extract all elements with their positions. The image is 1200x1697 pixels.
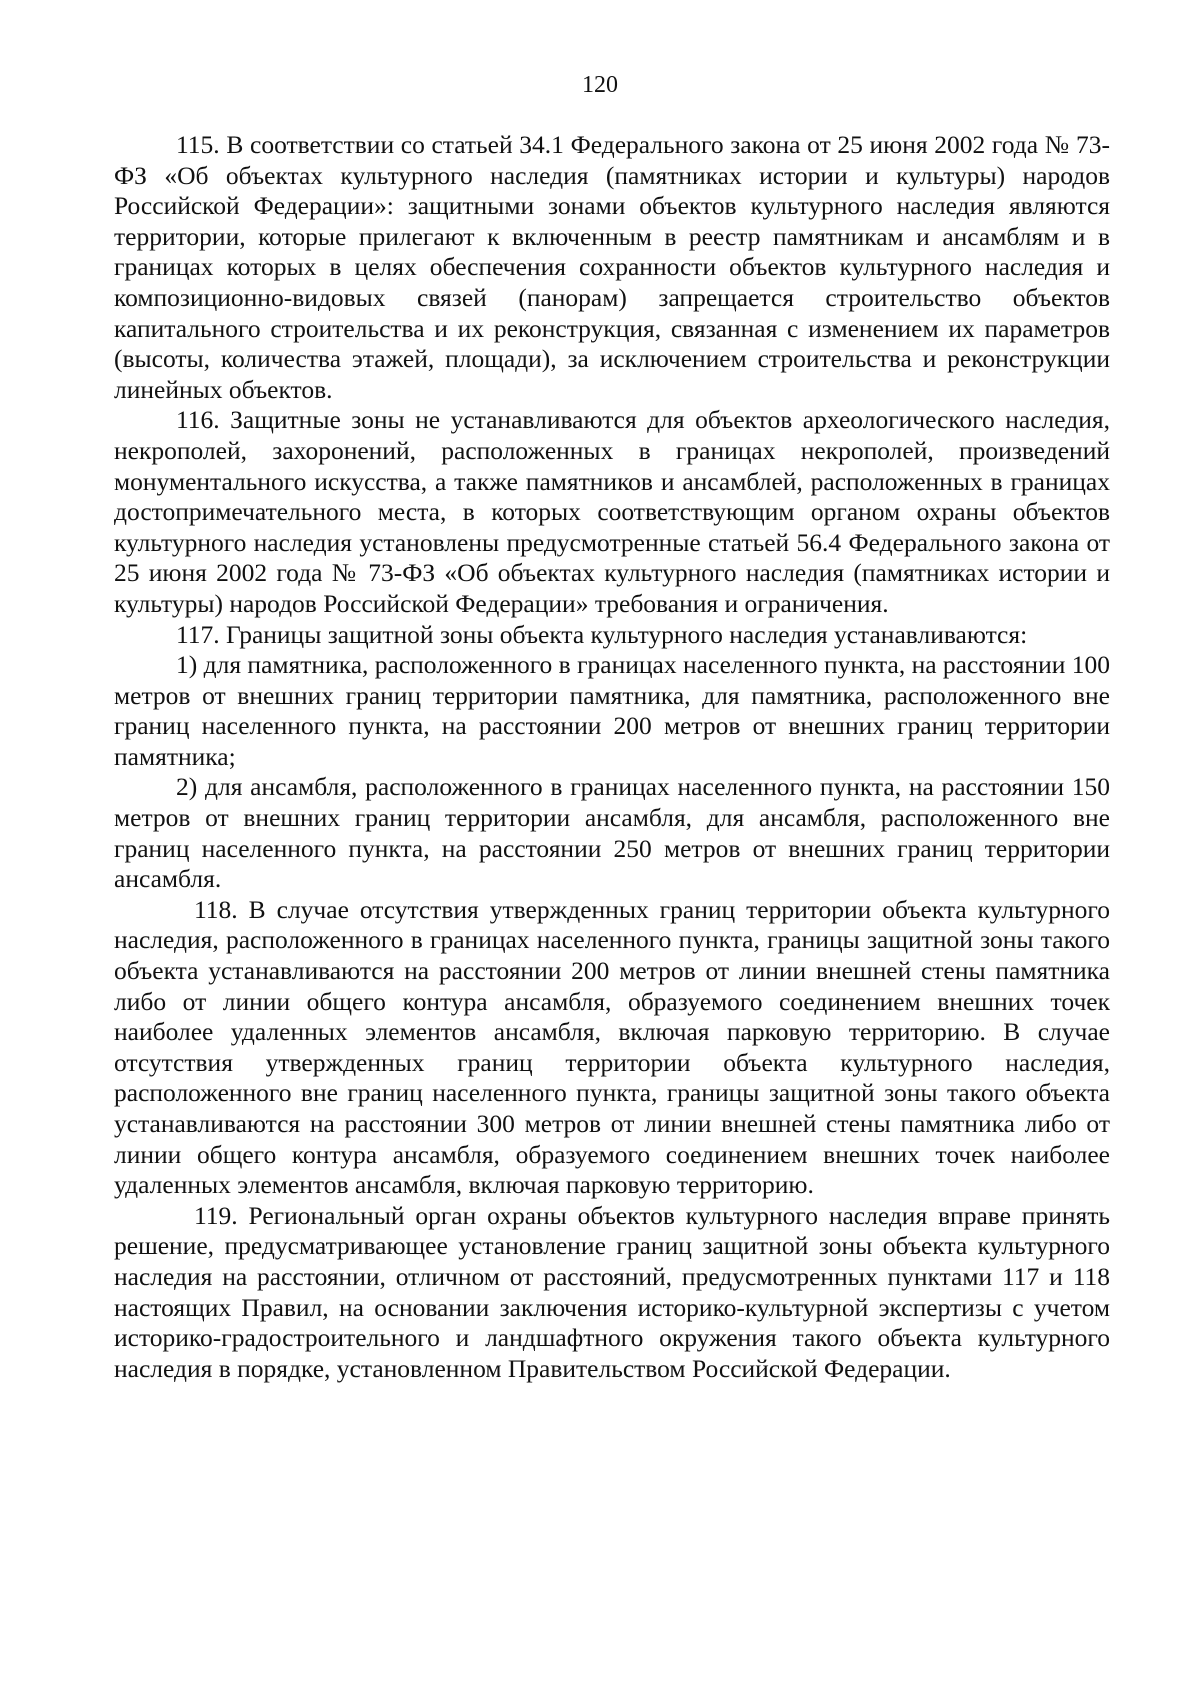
paragraph-116: 116. Защитные зоны не устанавливаются для объектов археологического наследия, некрополей, захоронений, расположенных в границах некрополей, произведений монументального искусства, а также памятников и ансамблей, расположенных в границах достопримечательного места, в которых соответствующим органом охраны объектов культурного наследия установлены предусмотренные статьей 56.4 Федерального закона от 25 июня 2002 года № 73-ФЗ «Об объектах культурного наследия (памятниках истории и культуры) народов Российской Федерации» требования и ограничения. <box>114 405 1110 618</box>
paragraph-118: 118. В случае отсутствия утвержденных границ территории объекта культурного наследия, расположенного в границах населенного пункта, границы защитной зоны такого объекта устанавливаются на расстоянии 200 метров от линии внешней стены памятника либо от линии общего контура ансамбля, образуемого соединением внешних точек наиболее удаленных элементов ансамбля, включая парковую территорию. В случае отсутствия утвержденных границ территории объекта культурного наследия, расположенного вне границ населенного пункта, границы защитной зоны такого объекта устанавливаются на расстоянии 300 метров от линии внешней стены памятника либо от линии общего контура ансамбля, образуемого соединением внешних точек наиболее удаленных элементов ансамбля, включая парковую территорию. <box>114 894 1110 1200</box>
paragraph-117-item-2: 2) для ансамбля, расположенного в границах населенного пункта, на расстоянии 150 метров от внешних границ территории ансамбля, для ансамбля, расположенного вне границ населенного пункта, на расстоянии 250 метров от внешних границ территории ансамбля. <box>114 772 1110 894</box>
page-number: 120 <box>582 72 618 98</box>
paragraph-115: 115. В соответствии со статьей 34.1 Федерального закона от 25 июня 2002 года № 73-ФЗ «Об объектах культурного наследия (памятниках истории и культуры) народов Российской Федерации»: защитными зонами объектов культурного наследия являются территории, которые прилегают к включенным в реестр памятникам и ансамблям и в границах которых в целях обеспечения сохранности объектов культурного наследия и композиционно-видовых связей (панорам) запрещается строительство объектов капитального строительства и их реконструкция, связанная с изменением их параметров (высоты, количества этажей, площади), за исключением строительства и реконструкции линейных объектов. <box>114 130 1110 404</box>
document-body <box>114 130 1110 1384</box>
paragraph-117: 117. Границы защитной зоны объекта культурного наследия устанавливаются: <box>176 619 1028 649</box>
paragraph-117-item-1: 1) для памятника, расположенного в границах населенного пункта, на расстоянии 100 метров от внешних границ территории памятника, для памятника, расположенного вне границ населенного пункта, на расстоянии 200 метров от внешних границ территории памятника; <box>114 650 1110 771</box>
paragraph-119: 119. Региональный орган охраны объектов культурного наследия вправе принять решение, предусматривающее установление границ защитной зоны объекта культурного наследия на расстоянии, отличном от расстояний, предусмотренных пунктами 117 и 118 настоящих Правил, на основании заключения историко-культурной экспертизы с учетом историко-градостроительного и ландшафтного окружения такого объекта культурного наследия в порядке, установленном Правительством Российской Федерации. <box>114 1200 1110 1383</box>
